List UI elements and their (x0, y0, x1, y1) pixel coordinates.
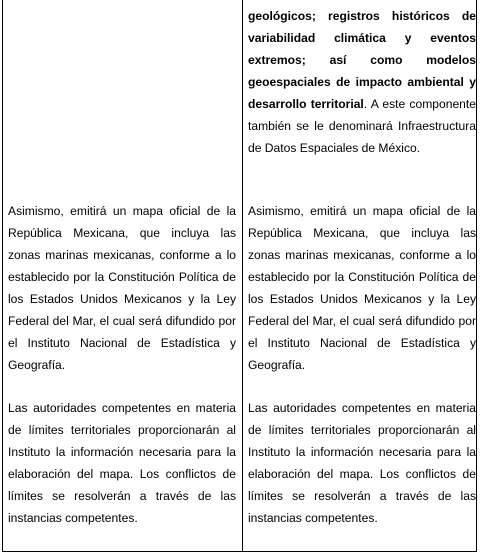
right-normal-text: . A este componente también se le denominará Infraestructura de Datos Espaciales de México. (248, 97, 476, 155)
right-p2-text: Las autoridades competentes en materia de límites territoriales proporcionarán al Instituto la información necesaria para la elaboración del mapa. Los conflictos de límites se resolverán a través de las instancias competentes. (248, 401, 476, 525)
left-p2-text: Las autoridades competentes en materia de límites territoriales proporcionarán al Instituto la información necesaria para la elaboración del mapa. Los conflictos de límites se resolverán a través de las instancias competentes. (8, 401, 236, 525)
left-p1-text: Asimismo, emitirá un mapa oficial de la República Mexicana, que incluya las zonas marinas mexicanas, conforme a lo establecido por la Constitución Política de los Estados Unidos Mexicanos y la Ley Federal del Mar, el cual será difundido por el Instituto Nacional de Estadística y Geografía. (8, 204, 236, 372)
right-p1-text: Asimismo, emitirá un mapa oficial de la República Mexicana, que incluya las zonas marinas mexicanas, conforme a lo establecido por la Constitución Política de los Estados Unidos Mexicanos y la Ley Federal del Mar, el cual será difundido por el Instituto Nacional de Estadística y Geografía. (248, 204, 476, 372)
column-divider (242, 0, 243, 552)
right-bold-text: geológicos; registros históricos de variabilidad climática y eventos extremos; así como modelos geoespaciales de impacto ambiental y desarrollo territorial (248, 9, 476, 111)
left-paragraph-mapa-oficial (8, 200, 236, 376)
left-paragraph-autoridades (8, 397, 236, 529)
right-paragraph-mapa-oficial (248, 200, 476, 376)
right-paragraph-autoridades (248, 397, 476, 529)
right-column-continued-text (248, 5, 476, 159)
